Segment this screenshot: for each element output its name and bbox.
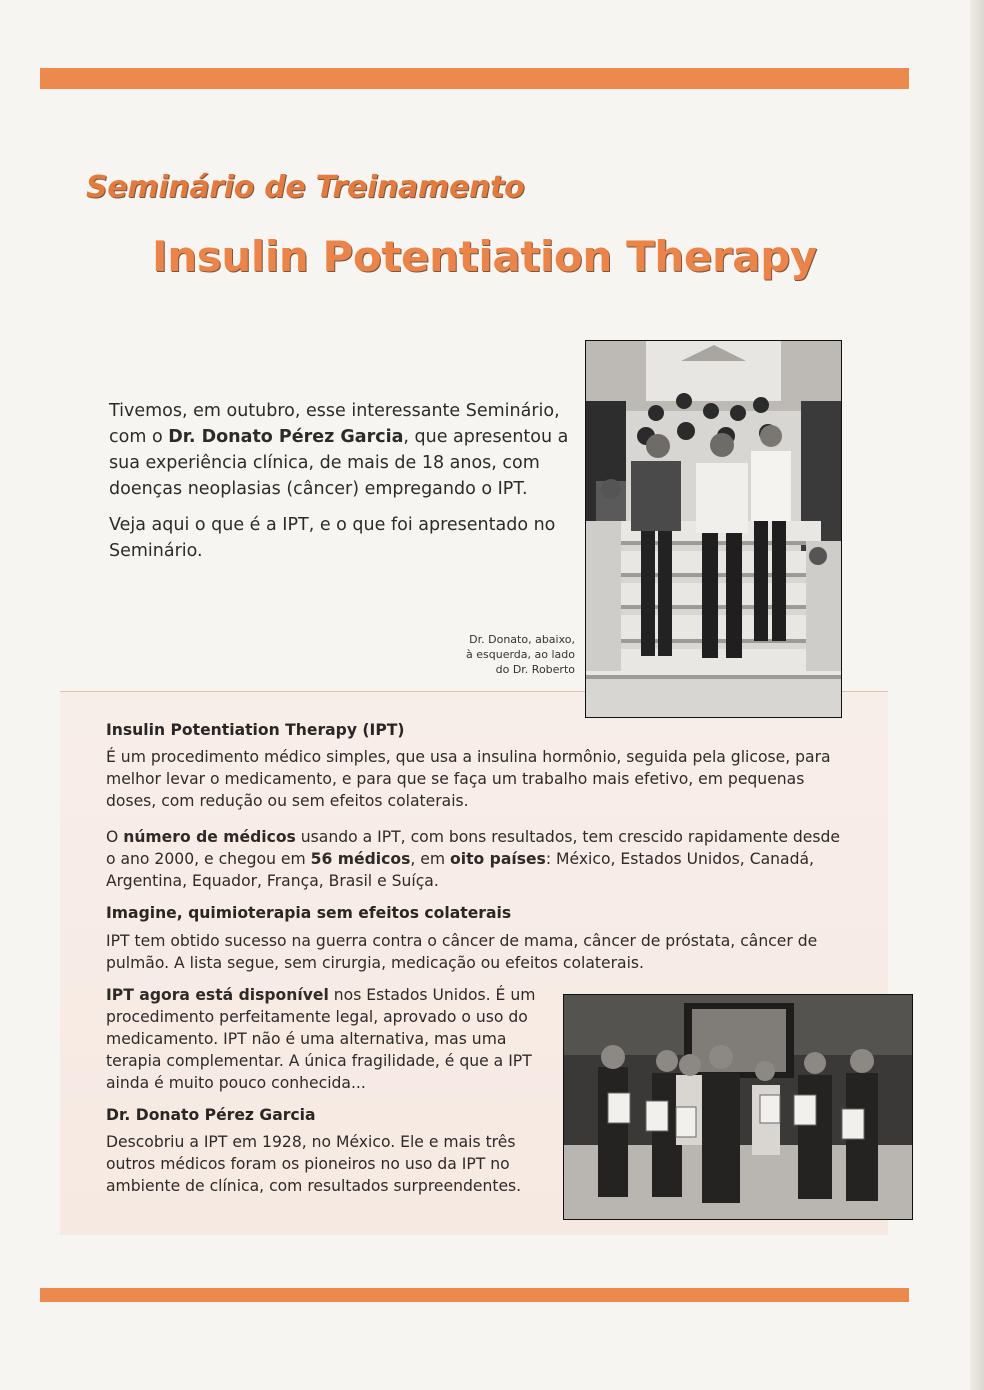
intro-paragraph-2: Veja aqui o que é a IPT, e o que foi apresentado no Seminário. [109,515,556,561]
ipt-body: É um procedimento médico simples, que usa a insulina hormônio, seguida pela glicose, para melhor levar o medicamento, e para que se faça um trabalho mais efetivo, em pequenas doses, com redução ou sem efeitos colaterais. [106,748,831,810]
intro-doctor-name: Dr. Donato Pérez Garcia [168,427,404,447]
certificate-group-photo [563,994,913,1220]
imagine-body: IPT tem obtido sucesso na guerra contra o câncer de mama, câncer de próstata, câncer de pulmão. A lista segue, sem cirurgia, medicação ou efeitos colaterais. [106,932,818,972]
page-subtitle: Seminário de Treinamento [86,170,525,205]
ipt-heading: Insulin Potentiation Therapy (IPT) [106,721,405,739]
available-paragraph: IPT agora está disponível nos Estados Unidos. É um procedimento perfeitamente legal, aprovado o uso do medicamento. IPT não é uma alternativa, mas uma terapia complementar. A única fragilidade, é que a IPT ainda é muito pouco conhecida... [106,986,536,1092]
growth-paragraph: O número de médicos usando a IPT, com bons resultados, tem crescido rapidamente desde o ano 2000, e chegou em 56 médicos, em oito países: México, Estados Unidos, Canadá, Argentina, Equador, França, Brasil e Suíça. [106,828,841,890]
available-bold: IPT agora está disponível [106,986,329,1004]
page-edge [970,0,984,1390]
imagine-heading: Imagine, quimioterapia sem efeitos colaterais [106,904,512,922]
photo-caption: Dr. Donato, abaixo, à esquerda, ao lado do Dr. Roberto [466,633,575,676]
top-orange-bar [40,68,909,89]
donato-body: Descobriu a IPT em 1928, no México. Ele e mais três outros médicos foram os pioneiros no uso da IPT no ambiente de clínica, com resultados surpreendentes. [106,1133,522,1195]
intro-text [109,398,569,574]
seminar-group-photo-stairs [585,340,842,718]
donato-heading: Dr. Donato Pérez Garcia [106,1106,316,1124]
page-title: Insulin Potentiation Therapy [152,232,817,281]
bottom-orange-bar [40,1288,909,1302]
intro-paragraph-1: Tivemos, em outubro, esse interessante Seminário, com o Dr. Donato Pérez Garcia, que apresentou a sua experiência clínica, de mais de 18 anos, com doenças neoplasias (câncer) empregando o IPT. [109,401,569,499]
